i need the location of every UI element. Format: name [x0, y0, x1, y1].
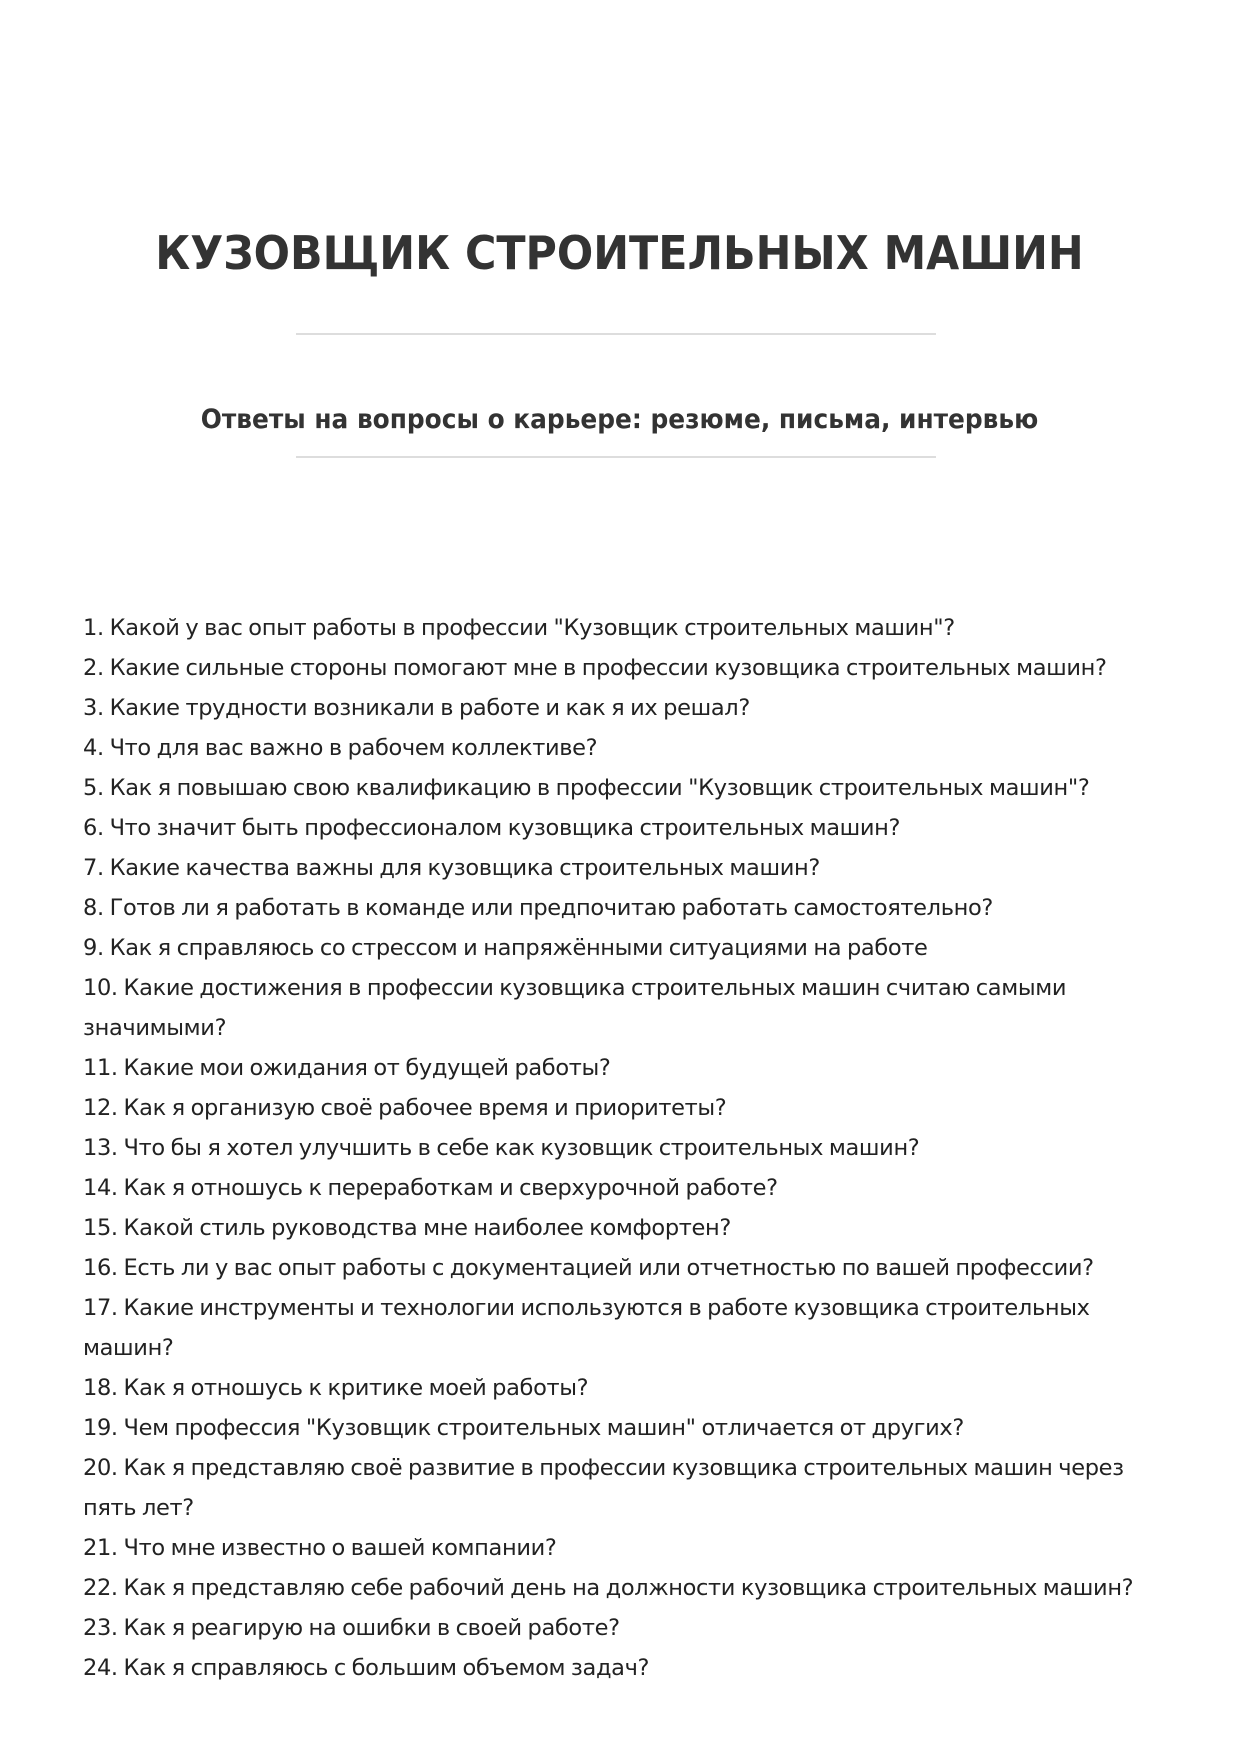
question-item: 5. Как я повышаю свою квалификацию в профессии "Кузовщик строительных машин"? [83, 775, 1090, 801]
question-item: 2. Какие сильные стороны помогают мне в профессии кузовщика строительных машин? [83, 655, 1107, 681]
question-item: 23. Как я реагирую на ошибки в своей работе? [83, 1615, 620, 1641]
question-item: 15. Какой стиль руководства мне наиболее комфортен? [83, 1215, 731, 1241]
divider-top [296, 333, 936, 335]
question-item: 11. Какие мои ожидания от будущей работы? [83, 1055, 611, 1081]
question-item: 9. Как я справляюсь со стрессом и напряжёнными ситуациями на работе [83, 935, 928, 961]
question-item: 19. Чем профессия "Кузовщик строительных машин" отличается от других? [83, 1415, 964, 1441]
question-item: 21. Что мне известно о вашей компании? [83, 1535, 557, 1561]
page-title: КУЗОВЩИК СТРОИТЕЛЬНЫХ МАШИН [155, 225, 1084, 280]
question-item: 4. Что для вас важно в рабочем коллективе? [83, 735, 598, 761]
page-subtitle: Ответы на вопросы о карьере: резюме, письма, интервью [200, 404, 1039, 436]
questions-list [83, 608, 1163, 1688]
divider-bottom [296, 456, 936, 458]
question-item: 20. Как я представляю своё развитие в профессии кузовщика строительных машин через пять лет? [83, 1455, 1124, 1521]
question-item: 17. Какие инструменты и технологии используются в работе кузовщика строительных машин? [83, 1295, 1090, 1361]
question-item: 10. Какие достижения в профессии кузовщика строительных машин считаю самыми значимыми? [83, 975, 1067, 1041]
question-item: 13. Что бы я хотел улучшить в себе как кузовщик строительных машин? [83, 1135, 920, 1161]
question-item: 12. Как я организую своё рабочее время и приоритеты? [83, 1095, 727, 1121]
question-item: 22. Как я представляю себе рабочий день на должности кузовщика строительных машин? [83, 1575, 1134, 1601]
question-item: 16. Есть ли у вас опыт работы с документацией или отчетностью по вашей профессии? [83, 1255, 1094, 1281]
question-item: 3. Какие трудности возникали в работе и как я их решал? [83, 695, 750, 721]
question-item: 18. Как я отношусь к критике моей работы? [83, 1375, 589, 1401]
question-item: 6. Что значит быть профессионалом кузовщика строительных машин? [83, 815, 901, 841]
question-item: 24. Как я справляюсь с большим объемом задач? [83, 1655, 650, 1681]
question-item: 1. Какой у вас опыт работы в профессии "Кузовщик строительных машин"? [83, 615, 955, 641]
question-item: 14. Как я отношусь к переработкам и сверхурочной работе? [83, 1175, 778, 1201]
question-item: 8. Готов ли я работать в команде или предпочитаю работать самостоятельно? [83, 895, 993, 921]
question-item: 7. Какие качества важны для кузовщика строительных машин? [83, 855, 820, 881]
